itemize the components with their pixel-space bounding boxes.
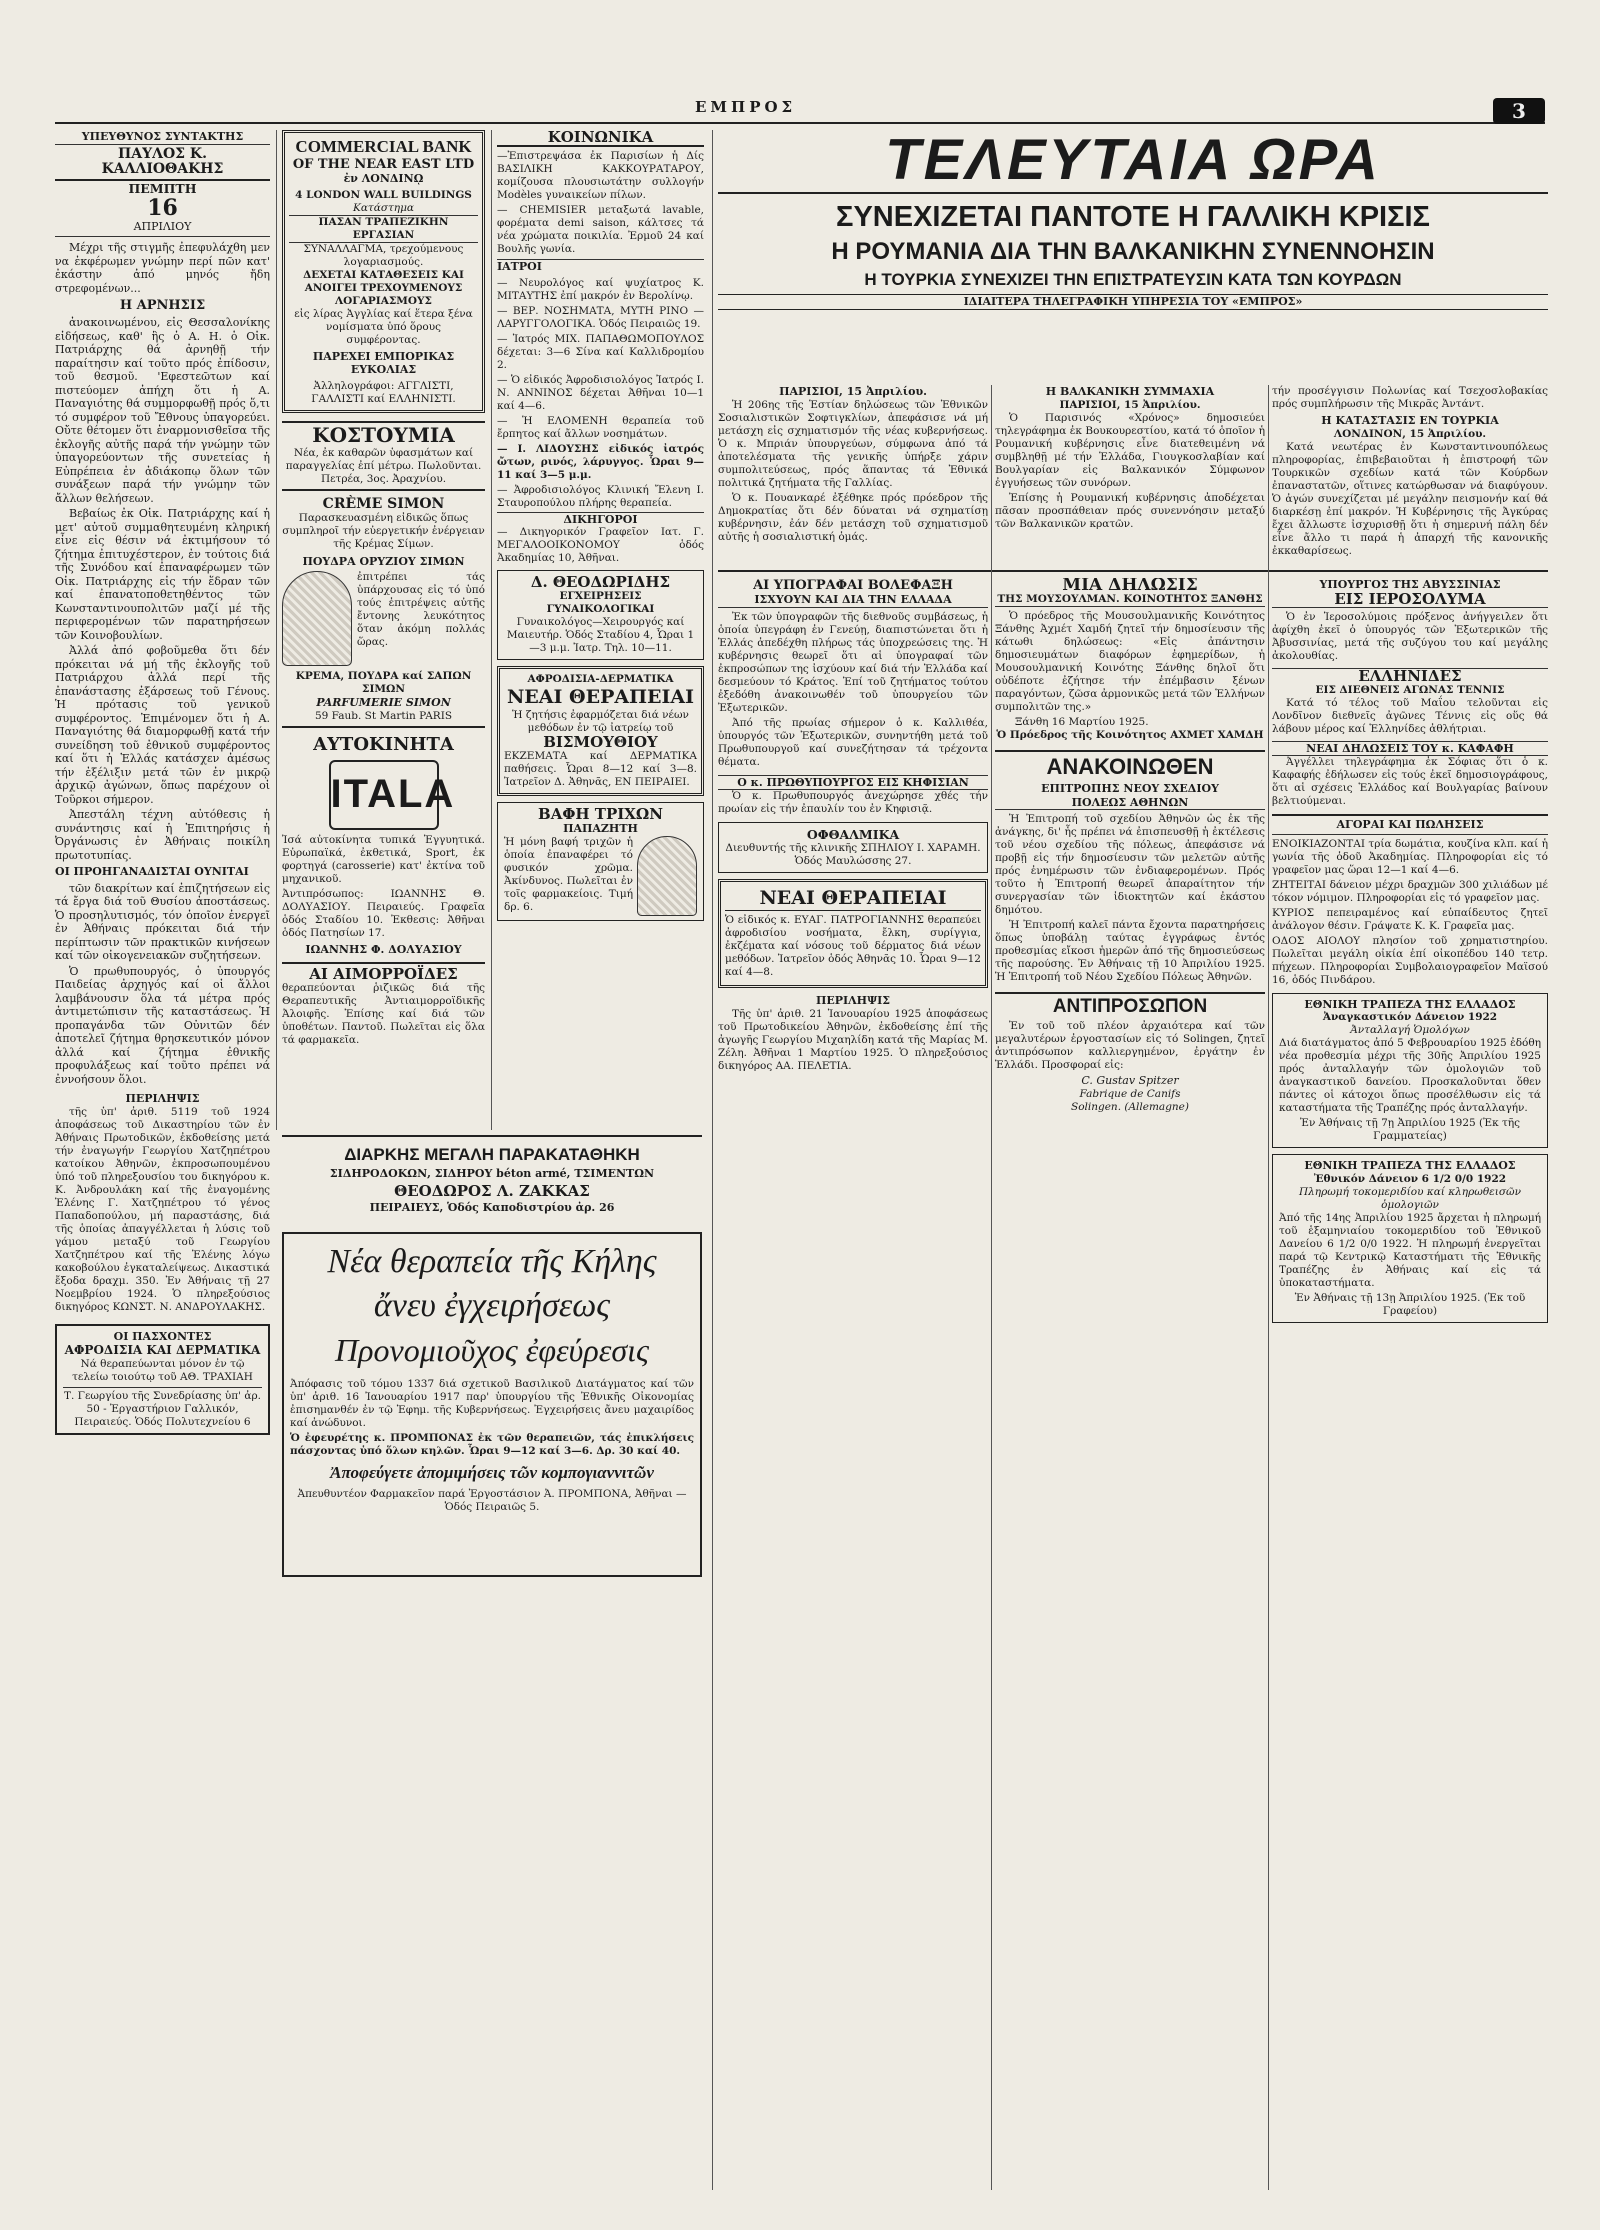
- hernia-head-2: ἄνευ ἐγχειρήσεως: [373, 1287, 611, 1324]
- banner-line-3: ΘΕΟΔΩΡΟΣ Λ. ΖΑΚΚΑΣ: [394, 1181, 590, 1200]
- news-t5: τήν προσέγγισιν Πολωνίας καί Τσεχοσλοβακίας πρός συμπλήρωσιν τῆς Μικρᾶς Ἀντάντ.: [1272, 385, 1548, 410]
- haemorrhoids-title: ΑΙ ΑΙΜΟΡΡΟΪΔΕΣ: [282, 962, 485, 982]
- theodoridis-ad: [497, 570, 704, 660]
- editorial-p2: Βεβαίως ἐκ Οἰκ. Πατριάρχης καί ἡ μετ' αὐτοῦ συμμαθητευμένη κληρική εἶνε εἰς θέσιν νά ἐκτιμήσουν τό ζήτημα ἐπιτυχέστερον, ἐν τούτοις διά τῆς Συνόδου καί ἐπαναφέρωμεν τῶν Οἰκ. Πατριάρχης εἰς τήν ἕδραν τῶν καί ἐπανατοποθετηθέντος τῶν Κωνσταντινουπολιτῶν μαζί μέ τῆς περιφερομένων τῶν παρατηρήσεων τῶν Κοινοβουλίων.: [55, 507, 270, 642]
- doctor-3: — Ἰατρός ΜΙΧ. ΠΑΠΑΘΩΜΟΠΟΥΛΟΣ δέχεται: 3—6 Σίνα καί Καλλιδρομίου 2.: [497, 332, 704, 371]
- turkey-title: Η ΚΑΤΑΣΤΑΣΙΣ ΕΝ ΤΟΥΡΚΙΑ: [1321, 414, 1499, 427]
- cars-body-2: Ἀντιπρόσωπος: ΙΩΑΝΝΗΣ Θ. ΔΟΛΥΑΣΙΟΥ. Πειραιεύς. Γραφεῖα ὁδός Σταδίου 10. Ἐκθεσις: Ἀθῆναι ὁδός Πατησίων 17.: [282, 887, 485, 939]
- creme-body: Παρασκευασμένη εἰδικῶς ὅπως συμπληροῖ τήν εὐεργετικήν ἐνέργειαν τῆς Κρέμας Σίμων.: [282, 511, 485, 550]
- social-1: —Ἐπιστρεψάσα ἐκ Παρισίων ἡ Δίς ΒΑΣΙΛΙΚΗ ΚΑΚΚΟΥΡΑΤΑΡΟΥ, κομίζουσα πλουσιωτάτην συλλογήν Modèles γυναικείων πίλων.: [497, 150, 704, 201]
- dateline-london: ΛΟΝΔΙΝΟΝ, 15 Ἀπριλίου.: [1333, 427, 1487, 440]
- last-hour-section: [718, 128, 1548, 428]
- bank-currency: εἰς λίρας Ἀγγλίας καί ἕτερα ξένα νομίσματα ὑπό ὅρους συμφέροντας.: [294, 307, 473, 346]
- national-bank-2-sig: Ἐν Ἀθήναις τῇ 13ῃ Ἀπριλίου 1925. (Ἐκ τοῦ Γραφείου): [1294, 1291, 1526, 1317]
- announcement-sub-2: ΠΟΛΕΩΣ ΑΘΗΝΩΝ: [995, 796, 1265, 811]
- theodoridis-sub: ΕΓΧΕΙΡΗΣΕΙΣ ΓΥΝΑΙΚΟΛΟΓΙΚΑΙ: [546, 590, 655, 615]
- woman-illustration: [282, 571, 352, 666]
- woman-hair-illustration: [637, 836, 697, 916]
- dateline-paris-2: ΠΑΡΙΣΙΟΙ, 15 Ἀπριλίου.: [1059, 398, 1201, 411]
- hernia-ad: [282, 1232, 702, 1577]
- summary-title: ΠΕΡΙΛΗΨΙΣ: [125, 1092, 200, 1105]
- editorial-p5: τῶν διακρίτων καί ἐπιζητήσεων εἰς τά ἔργα διά τοῦ Θυσίου ἀποστάσεως. Ὁ προσηλυτισμός, τόν ὁποῖον ἐνεργεῖ ἐν Ἀθήναις πρόκειται διά τήν περίπτωσιν τῶν πρακτικῶν κινήσεων καί τῶν οἰκογενειακῶν συζητήσεων.: [55, 881, 270, 962]
- sales-1: ΕΝΟΙΚΙΑΖΟΝΤΑΙ τρία δωμάτια, κουζίνα κλπ. καί ἡ γωνία τῆς ὁδοῦ Ἀκαδημίας. Πληροφορίαι εἰς τό γραφεῖον μας ὥραι 12—1 καί 4—6.: [1272, 837, 1548, 876]
- national-bank-2-title: ΕΘΝΙΚΗ ΤΡΑΠΕΖΑ ΤΗΣ ΕΛΛΑΔΟΣ: [1304, 1159, 1516, 1172]
- balkan-title: Η ΒΑΛΚΑΝΙΚΗ ΣΥΜΜΑΧΙΑ: [1045, 385, 1215, 398]
- national-bank-ad-2: [1272, 1154, 1548, 1323]
- dateline-paris: ΠΑΡΙΣΙΟΙ, 15 Ἀπριλίου.: [779, 385, 927, 398]
- hair-dye-ad: [497, 802, 704, 921]
- announcement-sub-1: ΕΠΙΤΡΟΠΗΣ ΝΕΟΥ ΣΧΕΔΙΟΥ: [1041, 782, 1219, 795]
- hernia-head-3: Προνομιοῦχος ἐφεύρεσις: [335, 1332, 649, 1368]
- new-therapies-body: Ὁ εἰδικός κ. ΕΥΑΓ. ΠΑΤΡΟΓΙΑΝΝΗΣ θεραπεύει ἀφροδισίου νοσήματα, ἔλκη, συρίγγια, ἐκζέματα καί νόσους τοῦ δέρματος διά νέων μεθόδων. Ἰατρεῖον ὁδός Ἀθηνᾶς 10. Ὧραι 9—12 καί 4—8.: [725, 914, 981, 978]
- news-column-a: [718, 385, 988, 565]
- divider: [712, 130, 713, 2190]
- news-t6: Κατά νεωτέρας ἐν Κωνσταντινουπόλεως πληροφορίας, ἐπιβεβαιοῦται ἡ ἐπιστροφή τῶν Τουρκικῶν σχεδίων κατά τῶν Κούρδων ἐπαναστατῶν, οἵτινες κατώρθωσαν νά διαφύγουν. Ὁ ἀγών συνεχίζεται μέ μεγάλην πεισμονήν καί θά διαρκέσῃ ἐπί μακρόν. Ἡ Κυβέρνησις τῆς Ἀγκύρας ἔχει ἄλλωστε ἰσχυρισθῇ ὅτι ἡ σημερινή πάλη δέν εἶνε ἄλλο τι παρά ἡ ἀπαρχή τῆς κανονικῆς ἐκκαθαρίσεως.: [1272, 440, 1548, 557]
- news-t3: Ὁ Παρισινός «Χρόνος» δημοσιεύει τηλεγράφημα ἐκ Βουκουρεστίου, κατά τό ὁποῖον ἡ Ρουμανική κυβέρνησις εἶνε διατεθειμένη νά συμβληθῇ μέ τήν Ἑλλάδα, Γιουγκοσλαβίαν καί Βουλγαρίαν εἰς Βαλκανικόν Σύμφωνον ἐγγυήσεως τῶν συνόρων.: [995, 411, 1265, 489]
- cars-title: ΑΥΤΟΚΙΝΗΤΑ: [313, 733, 454, 755]
- statement-sub: ΤΗΣ ΜΟΥΣΟΥΛΜΑΝ. ΚΟΙΝΟΤΗΤΟΣ ΞΑΝΘΗΣ: [995, 593, 1265, 607]
- news-t1: Ἡ 206ης τῆς Ἑστίαν δηλώσεως τῶν Ἐθνικῶν Σοσιαλιστικῶν Σοφτιγκλίων, ἀπεφάσισε νά μή μετάσχη εἰς σχηματισμόν τῆς νέας κυβερνήσεως. Ὁ κ. Μπριάν ὑπουργεύων, σύμφωνα ἀπό τά ἀποτελέσματα τῆς γενικῆς ὑπήρξε χάριν συμπολιτεύσεως, πρός ἅπαντας τά Ἐθνικά πολιτικά ζητήματα τῆς Γαλλίας.: [718, 398, 988, 489]
- representative-body: Ἐν τοῦ τοῦ πλέον ἀρχαιότερα καί τῶν μεγαλυτέρων ἐργοστασίων εἰς τό Solingen, ζητεῖ ἀντιπρόσωπον καλλιεργημένον, ἐργάτην ἐν Ἑλλάδι. Προσφοραί εἰς:: [995, 1020, 1265, 1071]
- haemorrhoids-body: θεραπεύονται ῥιζικῶς διά τῆς Θεραπευτικῆς Ἀντιαιμορροϊδικῆς Ἀλοιφῆς. Ἐπίσης καί διά τῶν ὑποθέτων. Παντοῦ. Πωλεῖται εἰς ὅλα τά φαρμακεῖα.: [282, 982, 485, 1046]
- news-column-b: [995, 385, 1265, 565]
- national-bank-2-sub2: Πληρωμή τοκομεριδίου καί κληρωθεισῶν ὁμολογιῶν: [1298, 1185, 1522, 1211]
- hair-dye-title: ΒΑΦΗ ΤΡΙΧΩΝ: [538, 805, 663, 823]
- statement-sig-1: Ξάνθη 16 Μαρτίου 1925.: [1015, 716, 1149, 728]
- hair-dye-sub: ΠΑΠΑΖΗΤΗ: [563, 822, 638, 835]
- doctor-5: — Ἡ ΕΛΟΜΕΝΗ θεραπεία τοῦ ἔρπητος καί ἄλλων νοσημάτων.: [497, 414, 704, 440]
- divider: [1268, 385, 1269, 2190]
- divider: [991, 385, 992, 2190]
- venereal-ad: [55, 1324, 270, 1436]
- column-1: [55, 130, 270, 2190]
- abyssinia-title: ΥΠΟΥΡΓΟΣ ΤΗΣ ΑΒΥΣΣΙΝΙΑΣ: [1319, 578, 1501, 591]
- bank-facilities: ΠΑΡΕΧΕΙ ΕΜΠΟΡΙΚΑΣ ΕΥΚΟΛΙΑΣ: [312, 349, 455, 376]
- representative-sig-3: Solingen. (Allemagne): [1071, 1100, 1189, 1113]
- signatures-body-2: Ἀπό τῆς πρωίας σήμερον ὁ κ. Καλλιθέα, ὑπουργός τῶν Ἐξωτερικῶν, συνηντήθη μετά τοῦ Πρωθυπουργοῦ καί συνεζήτησαν τά τρέχοντα θέματα.: [718, 716, 988, 768]
- pm-body: Ὁ κ. Πρωθυπουργός ἀνεχώρησε χθές τήν πρωίαν εἰς τήν ἐπαυλίν του ἐν Κηφισιᾷ.: [718, 790, 988, 815]
- telegraph-service: ΙΔΙΑΙΤΕΡΑ ΤΗΛΕΓΡΑΦΙΚΗ ΥΠΗΡΕΣΙΑ ΤΟΥ «ΕΜΠΡΟΣ»: [718, 294, 1548, 310]
- hernia-body: Ἀπόφασις τοῦ τόμου 1337 διά σχετικοῦ Βασιλικοῦ Διατάγματος καί τῶν ὑπ' ἀριθ. 16 Ἰανουαρίου 1917 παρ' ὑπουργίου τῆς Ἐθνικῆς Οἰκονομίας ἐπισημανθέν ἐν τῷ Ἐφημ. τῆς Κυβερνήσεως. Ἐγχειρήσεις ἄνευ μαχαιρίδος καί ἀνώδυνοι.: [290, 1378, 694, 1429]
- national-bank-1-title: ΕΘΝΙΚΗ ΤΡΑΠΕΖΑ ΤΗΣ ΕΛΛΑΔΟΣ: [1304, 997, 1516, 1011]
- simon-products: ΚΡΕΜΑ, ΠΟΥΔΡΑ καί ΣΑΠΩΝ ΣΙΜΩΝ: [295, 670, 472, 695]
- statement-sig-2: Ὁ Πρόεδρος τῆς Κοινότητος ΑΧΜΕΤ ΧΑΜΔΗ: [996, 729, 1264, 741]
- sales-4: ΟΔΟΣ ΑΙΟΛΟΥ πλησίον τοῦ χρηματιστηρίου. Πωλεῖται μεγάλη οἰκία ἐπί οἰκοπέδου 140 τετρ. πήχεων. Πληροφορίαι Συμβολαιογραφεῖον Μαϊσού 16, ὁδός Πινδάρου.: [1272, 934, 1548, 986]
- doctor-7: — Ἀφροδισιολόγος Κλινική Ἔλενη Ι. Σταυροπούλου πλήρης θεραπεία.: [497, 483, 704, 509]
- last-hour-title: ΤΕΛΕΥΤΑΙΑ ΩΡΑ: [718, 128, 1548, 194]
- national-bank-2-body: Ἀπό τῆς 14ης Ἀπριλίου 1925 ἄρχεται ἡ πληρωμή τοῦ ἑξαμηνιαίου τοκομεριδίου τοῦ Ἐθνικοῦ Δανείου 6 1/2 0/0 1922. Ἡ πληρωμή ἐνεργεῖται παρά τῷ Κεντρικῷ Καταστήματι τῆς Ἐθνικῆς Τραπέζης ἐν Ἀθήναις καί εἰς τά ὑποκαταστήματα.: [1279, 1211, 1541, 1289]
- venereal-ad-foot: Τ. Γεωργίου τῆς Συνεδρίασης ὑπ' ἀρ. 50 - Ἐργαστήριον Γαλλικόν, Πειραιεύς. Ὁδός Πολυτεχνείου 6: [63, 1387, 262, 1429]
- greek-women-sub: ΕΙΣ ΔΙΕΘΝΕΙΣ ΑΓΩΝΑΣ ΤΕΝΝΙΣ: [1315, 683, 1505, 696]
- national-bank-1-body: Διά διατάγματος ἀπό 5 Φεβρουαρίου 1925 ἐδόθη νέα προθεσμία μέχρι τῆς 30ῆς Ἀπριλίου 1925 πρός ἀνταλλαγήν τῶν ὁμολογιῶν τοῦ ἀναγκαστικοῦ δανείου. Προσκαλοῦνται ὅθεν πάντες οἱ κάτοχοι ὅπως προσέλθωσιν εἰς τά καταστήματα τῆς Τραπέζης πρός ἀνταλλαγήν.: [1279, 1037, 1541, 1114]
- venereal-therapies-big: ΝΕΑΙ ΘΕΡΑΠΕΙΑΙ: [506, 686, 695, 708]
- national-bank-1-sig: Ἐν Ἀθήναις τῇ 7ῃ Ἀπριλίου 1925 (Ἐκ τῆς Γραμματείας): [1299, 1117, 1520, 1142]
- sales-2: ΖΗΤΕΙΤΑΙ δάνειον μέχρι δραχμῶν 300 χιλιάδων μέ τόκον νόμιμον. Πληροφορίαι εἰς τό γραφεῖον μας.: [1272, 878, 1548, 904]
- sales-title: ΑΓΟΡΑΙ ΚΑΙ ΠΩΛΗΣΕΙΣ: [1272, 814, 1548, 835]
- hernia-body-2: Ὁ ἐφευρέτης κ. ΠΡΟΜΠΟΝΑΣ ἐκ τῶν θεραπειῶν, τάς ἐπικλήσεις πάσχοντας ὑπό ὅλων κηλῶν. Ὧραι 9—12 καί 3—6. Δρ. 30 καί 40.: [290, 1432, 694, 1457]
- itala-logo: ITALA: [329, 760, 439, 830]
- doctor-4: — Ὁ εἰδικός Ἀφροδισιολόγος Ἰατρός Ι. Ν. ΑΝΝΙΝΟΣ δέχεται Ἀθῆναι 10—1 καί 4—6.: [497, 373, 704, 412]
- representative-title: ΑΝΤΙΠΡΟΣΩΠΟΝ: [995, 992, 1265, 1020]
- bank-name: COMMERCIAL BANK: [295, 137, 472, 156]
- doctor-1: — Νευρολόγος καί ψυχίατρος Κ. ΜΙΤΑΥΤΗΣ ἐπί μακρόν ἐν Βερολίνῳ.: [497, 276, 704, 302]
- banner-line-1: ΔΙΑΡΚΗΣ ΜΕΓΑΛΗ ΠΑΡΑΚΑΤΑΘΗΚΗ: [344, 1145, 640, 1164]
- signatures-title: ΑΙ ΥΠΟΓΡΑΦΑΙ ΒΟΛΕΦΑΞΗ: [753, 578, 953, 593]
- greek-women-title: ΕΛΛΗΝΙΔΕΣ: [1272, 668, 1548, 684]
- representative-sig-1: C. Gustav Spitzer: [1081, 1074, 1179, 1087]
- hernia-head-1: Νέα θεραπεία τῆς Κήλης: [327, 1243, 657, 1280]
- column-b-lower: [995, 578, 1265, 2190]
- banner-line-4: ΠΕΙΡΑΙΕΥΣ, Ὁδός Καποδιστρίου ἀρ. 26: [369, 1200, 615, 1214]
- doctors-title: ΙΑΤΡΟΙ: [497, 259, 704, 274]
- national-bank-2-sub: Ἐθνικόν Δάνειον 6 1/2 0/0 1922: [1313, 1172, 1507, 1185]
- month: ΑΠΡΙΛΙΟΥ: [55, 220, 270, 238]
- suits-title: ΚΟΣΤΟΥΜΙΑ: [282, 421, 485, 447]
- doctor-6: — Ι. ΛΙΔΟΥΣΗΣ εἰδικός ἰατρός ὤτων, ρινός, λάρυγγος. Ὧραι 9—11 καί 3—5 μ.μ.: [497, 442, 704, 481]
- hair-dye-block: [504, 836, 697, 916]
- column-2: [282, 130, 485, 1130]
- statement-body: Ὁ πρόεδρος τῆς Μουσουλμανικῆς Κοινότητος Ξάνθης Ἀχμέτ Χαμδή ζητεῖ τήν δημοσίευσιν τῆς κάτωθι δηλώσεως: «Εἰς ἀπάντησιν δημοσιευμάτων διαφόρων ἐφημερίδων, ἡ Μουσουλμανική Κοινότης Ξάνθης δηλοῖ ὅτι οὐδέποτε ἐζήτησε τήν ἐπέμβασιν ξένων παραγόντων, ζῶσα ἀρμονικῶς μετά τῶν Ἑλλήνων συμπολιτῶν της.»: [995, 610, 1265, 713]
- date-number: 16: [147, 194, 178, 221]
- banner-ad: [282, 1135, 702, 1225]
- dolyasiou-name: ΙΩΑΝΝΗΣ Φ. ΔΟΛΥΑΣΙΟΥ: [305, 942, 462, 956]
- national-bank-1-sub: Ἀναγκαστικόν Δάνειον 1922: [1322, 1011, 1498, 1023]
- news-t4: Ἐπίσης ἡ Ρουμανική κυβέρνησις ἀποδέχεται πᾶσαν προσπάθειαν πρός συνεννόησιν μεταξύ τῶν Βαλκανικῶν κρατῶν.: [995, 491, 1265, 530]
- divider: [276, 130, 277, 1130]
- editorial-title: Η ΑΡΝΗΣΙΣ: [119, 298, 206, 313]
- section-rule: [718, 570, 1548, 572]
- social-title: ΚΟΙΝΩΝΙΚΑ: [497, 130, 704, 147]
- summary-body: τῆς ὑπ' ἀριθ. 5119 τοῦ 1924 ἀποφάσεως τοῦ Δικαστηρίου τῶν ἐν Ἀθήναις Πρωτοδικῶν, ἐκδοθείσης μετά τήν ἐναγωγήν Γεωργίου Χατζηπέτρου κατοίκου Ἀθηνῶν, ἐκπροσωπουμένου ὑπό τοῦ πληρεξουσίου του δικηγόρου κ. Κ. Ἀνδρουλάκη καί τῆς ἐναγομένης Ἑλένης Γ. Χατζηπέτρου τό γένος Παπαδοπούλου, μή παραστάσης, διά τῆς ὁποίας ἀπαγγέλλεται ἡ λύσις τοῦ γάμου μεταξύ τοῦ Γεωργίου Χατζηπέτρου καί τῆς Ἑλένης λόγω κακοβούλου ἐγκαταλείψεως. Δικαστικά ἔξοδα δραχμ. 350. Ἐν Ἀθήναις τῇ 27 Νοεμβρίου 1924. Ὁ πληρεξούσιος δικηγόρος ΚΩΝΣΤ. Ν. ΑΝΔΡΟΥΛΑΚΗΣ.: [55, 1105, 270, 1313]
- kafafis-body: Ἀγγέλλει τηλεγράφημα ἐκ Σόφιας ὅτι ὁ κ. Καφαφής ἐδήλωσεν εἰς τούς ἐκεῖ δημοσιογράφους, ὅτι αἱ σχέσεις Ἑλλάδος καί Βουλγαρίας βαίνουν βελτιούμεναι.: [1272, 756, 1548, 807]
- venereal-therapies-body2: ΕΚΖΕΜΑΤΑ καί ΔΕΡΜΑΤΙΚΑ παθήσεις. Ὧραι 8—12 καί 3—8. Ἰατρεῖον Δ. Ἀθηνᾶς, ΕΝ ΠΕΙΡΑΙΕΙ.: [504, 750, 697, 788]
- representative-sig-2: Fabrique de Canifs: [1079, 1087, 1181, 1100]
- powder-body: ἐπιτρέπει τάς ὑπάρχουσας εἰς τό ὑπό τούς ἐπιτρέψεις αὐτῆς ἔντονης λευκότητος ὅταν ἀκόμη πολλάς ὥρας.: [357, 571, 485, 648]
- simon-parfumerie: PARFUMERIE SIMON: [316, 696, 451, 709]
- national-bank-ad-1: [1272, 993, 1548, 1149]
- powder-block: [282, 571, 485, 666]
- editor-name: ΠΑΥΛΟΣ Κ. ΚΑΛΛΙΟΘΑΚΗΣ: [55, 145, 270, 181]
- statement-title: ΜΙΑ ΔΗΛΩΣΙΣ: [1062, 578, 1198, 595]
- bank-name-2: OF THE NEAR EAST LTD: [292, 157, 475, 172]
- ophthalmic-title: ΟΦΘΑΛΜΙΚΑ: [806, 827, 900, 842]
- bank-exchange: ΣΥΝΑΛΛΑΓΜΑ, τρεχούμενους λογαριασμούς.: [303, 242, 464, 268]
- announcement-body-2: Ἡ Ἐπιτροπή καλεῖ πάντα ἔχοντα παρατηρήσεις ὅπως ὑποβάλῃ ταύτας ἐγγράφως ἐντός προθεσμίας εἴκοσι ἡμερῶν ἀπό τῆς δημοσιεύσεως τῆς παρούσης. Ἐν Ἀθήναις τῇ 10 Ἀπριλίου 1925. Ἡ Ἐπιτροπή τοῦ Νέου Σχεδίου Πόλεως Ἀθηνῶν.: [995, 919, 1265, 983]
- editorial-p6: Ὁ πρωθυπουργός, ὁ ὑπουργός Παιδείας ἀρχηγός καί οἱ ἄλλοι λαμβάνουσιν ὅλα τά μέτρα πρός ἀντιμετώπισιν τῆς καταστάσεως. Ἡ προπαγάνδα τῶν Οὐνιτῶν δέν ἀποτελεῖ ζήτημα θρησκευτικόν μόνον ἀλλά καί ζήτημα ἐθνικῆς προφυλάξεως καί τοῦτο πρέπει νά ἐννοήσουν ὅλοι.: [55, 964, 270, 1086]
- column-a-lower: [718, 578, 988, 2190]
- headline-1: ΣΥΝΕΧΙΖΕΤΑΙ ΠΑΝΤΟΤΕ Η ΓΑΛΛΙΚΗ ΚΡΙΣΙΣ: [836, 201, 1430, 233]
- signatures-sub: ΙΣΧΥΟΥΝ ΚΑΙ ΔΙΑ ΤΗΝ ΕΛΛΑΔΑ: [718, 593, 988, 608]
- news-t2: Ὁ κ. Πουανκαρέ ἐξέθηκε πρός πρόεδρον τῆς Δημοκρατίας ὅτι δέν δύναται νά σχηματίσῃ κυβέρνησιν, ἐάν δέν μετάσχη τοῦ σχηματισμοῦ αὐτῆς ἡ σοσιαλιστική ὁμάς.: [718, 491, 988, 543]
- abyssinia-body: Ὁ ἐν Ἱεροσολύμοις πρόξενος ἀνήγγειλεν ὅτι ἀφίχθη ἐκεῖ ὁ ὑπουργός τῶν Ἐξωτερικῶν τῆς Ἀβυσσινίας, μετά τῆς συζύγου του καί μεγάλης ἀκολουθίας.: [1272, 610, 1548, 662]
- summary-2-body: Τῆς ὑπ' ἀριθ. 21 Ἰανουαρίου 1925 ἀποφάσεως τοῦ Πρωτοδικείου Ἀθηνῶν, ἐκδοθείσης ἐπί τῆς ἀγωγῆς Γεωργίου Μιχαηλίδη κατά τῆς Μαρίας Μ. Ζέλη. Ἀθῆναι 1 Μαρτίου 1925. Ὁ πληρεξούσιος δικηγόρος ΑΑ. ΠΕΛΕΤΙΑ.: [718, 1007, 988, 1072]
- lawyers-title: ΔΙΚΗΓΟΡΟΙ: [497, 512, 704, 527]
- venereal-ad-body: Νά θεραπεύωνται μόνον ἐν τῷ τελείω τοιούτῳ τοῦ ΑΘ. ΤΡΑΧΙΑΗ: [72, 1358, 253, 1383]
- venereal-ad-subtitle: ΑΦΡΟΔΙΣΙΑ ΚΑΙ ΔΕΡΜΑΤΙΚΑ: [64, 1343, 261, 1357]
- doctor-2: — ΒΕΡ. ΝΟΣΗΜΑΤΑ, ΜΥΤΗ ΡΙΝΟ — ΛΑΡΥΓΓΟΛΟΓΙΚΑ. Ὁδός Πειραιῶς 19.: [497, 304, 704, 330]
- cars-body: Ἰσά αὐτοκίνητα τυπικά Ἐγγυητικά. Εὐρωπαϊκά, ἐκθετικά, Sport, ἐκ φορτηγά (carosserie) κατ' ἐκτίνα τοῦ μηχανικοῦ.: [282, 833, 485, 885]
- suits-body: Νέα, ἐκ καθαρῶν ὑφασμάτων καί παραγγελίας ἐπί μέτρω. Πωλοῦνται. Πετρέα, 3ος. Ἀραχνίου.: [282, 447, 485, 491]
- editorial-intro: Μέχρι τῆς στιγμῆς ἐπεφυλάχθη μεν να ἐκφέρωμεν γνώμην περί πῶν κατ' ἐκάστην ἀπό μηνός ἤδη στρεφομένων...: [55, 241, 270, 295]
- theodoridis-body: Γυναικολόγος—Χειρουργός καί Μαιευτήρ. Ὁδός Σταδίου 4, Ὧραι 1—3 μ.μ. Ἰατρ. Τηλ. 10—11.: [506, 616, 695, 654]
- day: ΠΕΜΠΤΗ: [128, 180, 197, 196]
- venereal-ad-title: ΟΙ ΠΑΣΧΟΝΤΕΣ: [113, 1329, 212, 1343]
- news-column-c: [1272, 385, 1548, 565]
- venereal-therapies-title: ΑΦΡΟΔΙΣΙΑ-ΔΕΡΜΑΤΙΚΑ: [527, 673, 674, 685]
- sales-3: ΚΥΡΙΟΣ πεπειραμένος καί εὐπαίδευτος ζητεῖ ἀνάλογον θέσιν. Γράψατε Κ. Κ. Γραφεῖα μας.: [1272, 906, 1548, 932]
- announcement-title: ΑΝΑΚΟΙΝΩΘΕΝ: [995, 750, 1265, 782]
- hair-dye-body: Ἡ μόνη βαφή τριχῶν ἡ ὁποία ἐπαναφέρει τό φυσικόν χρῶμα. Ἀκίνδυνος. Πωλεῖται ἐν τοῖς φαρμακείοις. Τιμή δρ. 6.: [504, 835, 633, 913]
- new-therapies-ad: [718, 879, 988, 988]
- venereal-therapies-body: Ἡ ζητήσις ἐφαρμόζεται διά νέων μεθόδων ἐν τῷ ἰατρείῳ τοῦ: [512, 709, 689, 734]
- page-number: 3: [1493, 98, 1545, 124]
- editorial-subtitle: ΟΙ ΠΡΟΗΓΑΝΑΔΙΣΤΑΙ ΟΥΝΙΤΑΙ: [55, 865, 249, 878]
- headline-2: Η ΡΟΥΜΑΝΙΑ ΔΙΑ ΤΗΝ ΒΑΛΚΑΝΙΚΗΝ ΣΥΝΕΝΝΟΗΣΙΝ: [831, 238, 1435, 265]
- venereal-therapies-name: ΒΙΣΜΟΥΘΙΟΥ: [543, 733, 658, 751]
- lawyer-1: — Δικηγορικόν Γραφεῖον Ιατ. Γ. ΜΕΓΑΛΟΟΙΚΟΝΟΜΟΥ ὁδός Ἀκαδημίας 10, Ἀθῆναι.: [497, 526, 704, 564]
- powder-title: ΠΟΥΔΡΑ ΟΡΥΖΙΟΥ ΣΙΜΩΝ: [302, 554, 465, 568]
- headline-3: Η ΤΟΥΡΚΙΑ ΣΥΝΕΧΙΖΕΙ ΤΗΝ ΕΠΙΣΤΡΑΤΕΥΣΙΝ ΚΑΤΑ ΤΩΝ ΚΟΥΡΔΩΝ: [864, 270, 1402, 289]
- signatures-body: Ἐκ τῶν ὑπογραφῶν τῆς διεθνοῦς συμβάσεως, ἡ ὁποία ὑπεγράφη ἐν Γενεύῃ, διαπιστώνεται ὅτι ἡ Ἑλλάς ἀπεδέχθη πλήρως τάς ὑποχρεώσεις της. Ἡ κυβέρνησις θεωρεῖ ὅτι αἱ ὑπογραφαί τῶν ἐκπροσώπων της ἰσχύουν καί διά τήν Ἑλλάδα καί δεσμεύουν τό Κράτος. Ἐπί τοῦ ζητήματος τούτου ἐξεδόθη ἀνακοινωθέν τοῦ ὑπουργείου τῶν Ἐξωτερικῶν.: [718, 610, 988, 714]
- bank-city: ἐν ΛΟΝΔΙΝῼ: [343, 172, 424, 185]
- masthead: [55, 100, 1545, 124]
- simon-address: 59 Faub. St Martin PARIS: [282, 710, 485, 728]
- column-c-lower: [1272, 578, 1548, 2190]
- venereal-therapies-ad: [497, 666, 704, 796]
- banner-line-2: ΣΙΔΗΡΟΔΟΚΩΝ, ΣΙΔΗΡΟΥ béton armé, ΤΣΙΜΕΝΤΩΝ: [329, 1167, 655, 1180]
- creme-title: CRÈME SIMON: [322, 495, 445, 512]
- summary-2-title: ΠΕΡΙΛΗΨΙΣ: [815, 994, 891, 1007]
- new-therapies-title: ΝΕΑΙ ΘΕΡΑΠΕΙΑΙ: [725, 886, 981, 911]
- bank-address: 4 LONDON WALL BUILDINGS: [295, 188, 472, 201]
- kafafis-title: ΝΕΑΙ ΔΗΛΩΣΕΙΣ ΤΟΥ κ. ΚΑΦΑΦΗ: [1272, 741, 1548, 757]
- bank-languages: Ἀλληλογράφοι: ΑΓΓΛΙΣΤΙ, ΓΑΛΛΙΣΤΙ καί ΕΛΛΗΝΙΣΤΙ.: [311, 379, 456, 405]
- column-3: [497, 130, 704, 1130]
- abyssinia-sub: ΕΙΣ ΙΕΡΟΣΟΛΥΜΑ: [1272, 592, 1548, 608]
- greek-women-body: Κατά τό τέλος τοῦ Μαΐου τελοῦνται εἰς Λονδῖνον διεθνεῖς ἀγῶνες Τέννις εἰς οὕς θά λάβουν μέρος καί Ἑλληνίδες ἀθλήτριαι.: [1272, 696, 1548, 735]
- bank-ad: [282, 130, 485, 413]
- bank-deposits: ΔΕΧΕΤΑΙ ΚΑΤΑΘΕΣΕΙΣ ΚΑΙ ΑΝΟΙΓΕΙ ΤΡΕΧΟΥΜΕΝΟΥΣ ΛΟΓΑΡΙΑΣΜΟΥΣ: [303, 268, 464, 307]
- announcement-body: Ἡ Ἐπιτροπή τοῦ σχεδίου Ἀθηνῶν ὡς ἐκ τῆς ἀνάγκης, δι' ἧς πρέπει νά ἐπισπευσθῇ ἡ ἐκτέλεσις τοῦ νέου σχεδίου τῆς πόλεως, ἀπεφάσισε νά προβῇ εἰς τήν δημοσίευσιν τῶν μελετῶν αὐτῆς πρός ἐνημέρωσιν τῶν ἐνδιαφερομένων. Πρός τοῦτο ἡ Ἐπιτροπή θεωρεῖ ἀπαραίτητον τήν συνεργασίαν τῶν ἰδιοκτητῶν καί ἐκάστου δημότου.: [995, 813, 1265, 916]
- divider: [491, 130, 492, 1130]
- editorial-p1: ἀνακοινωμένου, εἰς Θεσσαλονίκης εἰδήσεως, καθ' ἣς ὁ Α. Η. ὁ Οἰκ. Πατριάρχης θά ἀρνηθῇ τήν παραίτησιν καί τοῦτο πρός ἐπίδοσιν, τοῦ θεσμοῦ. 'Εφεστεῶτων καί πιστεύομεν ἀπήχη ὅτι ἡ Α. Παναγιότης θά συμμορφωθῇ πρός ὅ,τι τό συμφέρον τοῦ Ἔθνους ὑπαγορεύει. Οὔτε θέτομεν ὅτι ἐναρμονισθεῖσα τῆς ἐκλογῆς αὐτῆς παρά τήν γνώμην τῶν ὑπαγορεύοντων τῆς συνετείας ἡ Εὐπρέπεια ἐν ἀδιάκοπῳ ὅλων τῶν συνάξεων παρά τήν γνώμην τῶν ἄλλων θελήσεων.: [55, 316, 270, 505]
- ophthalmic-ad: [718, 822, 988, 873]
- national-bank-1-sub2: Ἀνταλλαγή Ὁμολόγων: [1350, 1024, 1470, 1036]
- hernia-warning: Ἀποφεύγετε ἀπομιμήσεις τῶν κομπογιαννιτῶν: [330, 1463, 654, 1482]
- editorial-p4: Ἀπεστάλη τέχνη αὐτόθεσις ἡ συνάντησις καί ἡ Ἑπιτηρήσις ἡ Ὀργάνωσις ἐν Ἀθήναις ποικίλη πρωτοτυπίας.: [55, 808, 270, 862]
- editorial-p3: Ἀλλά ἀπό φοβοῦμεθα ὅτι δέν πρόκειται νά μή τῆς ἐκλογῆς τοῦ Πατριάρχου ἀλλά περί τῆς ἐπανάστασης ἐξάρσεως τοῦ Γένους. Ἡ πρότασις τοῦ γενικοῦ συμφέροντος. Ἐπιμένομεν ὅτι ἡ Α. Παναγιότης θά διαμορφωθῇ κατά τήν συνείδηση τοῦ ἐθνικοῦ συμφέροντος καί ὅτι ἡ Ἑλλάς κατάσχεν ἀμέσως τήν ἐξέλιξιν μετά τῶν ἐν μικρῷ ἀρχικῷ ἀγώνων, ὅπως παρέχουν οἱ Τοῦρκοι σήμερον.: [55, 644, 270, 806]
- social-2: — CHEMISIER μεταξωτά lavable, φορέματα demi saison, κάλτσες τά νέα χρώματα ποικιλία. Ἐρμοῦ 24 καί Βουλῆς γωνία.: [497, 204, 704, 255]
- pm-title: Ο κ. ΠΡΩΘΥΠΟΥΡΓΟΣ ΕΙΣ ΚΗΦΙΣΙΑΝ: [718, 775, 988, 791]
- newspaper-name: ΕΜΠΡΟΣ: [695, 98, 797, 116]
- editor-label: ΥΠΕΥΘΥΝΟΣ ΣΥΝΤΑΚΤΗΣ: [55, 130, 270, 145]
- ophthalmic-body: Διευθυντής τῆς κλινικῆς ΣΠΗΛΙΟΥ Ι. ΧΑΡΑΜΗ. Ὁδός Μαυλώσσης 27.: [725, 842, 981, 867]
- bank-service: ΠΑΣΑΝ ΤΡΑΠΕΖΙΚΗΝ ΕΡΓΑΣΙΑΝ: [289, 215, 478, 243]
- bank-branch: Κατάστημα: [352, 201, 415, 214]
- theodoridis-name: Δ. ΘΕΟΔΩΡΙΔΗΣ: [530, 573, 671, 591]
- hernia-foot: Ἀπευθυντέον Φαρμακεῖον παρά Ἐργοστάσιον Ἀ. ΠΡΟΜΠΟΝΑ, Ἀθῆναι — Ὁδός Πειραιῶς 5.: [297, 1488, 687, 1513]
